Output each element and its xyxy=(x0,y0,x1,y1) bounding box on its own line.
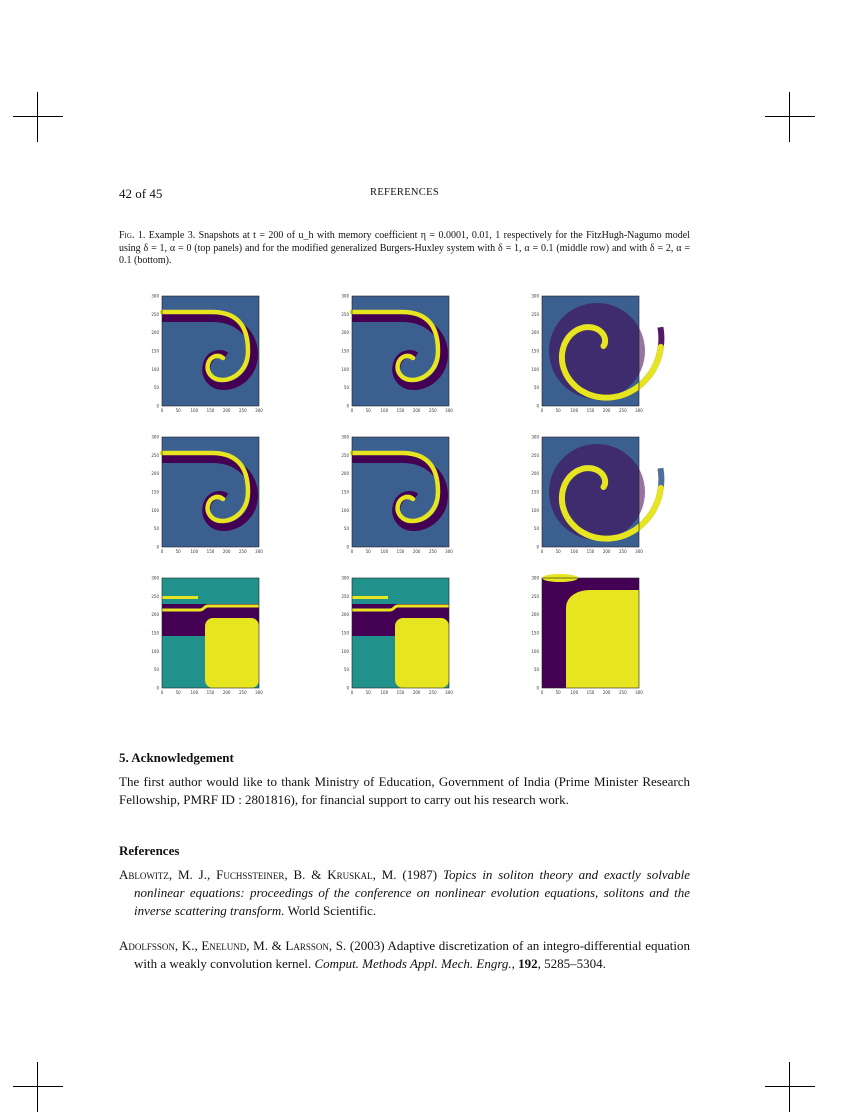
x-tick-label: 50 xyxy=(365,408,371,413)
x-tick-label: 200 xyxy=(412,690,421,695)
x-tick-label: 0 xyxy=(160,549,164,554)
x-tick-label: 0 xyxy=(540,549,544,554)
x-tick-label: 250 xyxy=(429,408,437,413)
x-tick-label: 200 xyxy=(412,549,421,554)
y-tick-label: 150 xyxy=(151,630,159,636)
reference-publisher: World Scientific. xyxy=(287,903,377,918)
y-tick-label: 50 xyxy=(533,667,539,673)
x-tick-label: 300 xyxy=(445,690,453,695)
y-tick-label: 50 xyxy=(153,667,159,673)
x-tick-label: 0 xyxy=(160,408,164,413)
y-tick-label: 150 xyxy=(531,489,539,495)
x-tick-label: 0 xyxy=(540,690,544,695)
panel-plot xyxy=(330,574,453,699)
y-tick-label: 100 xyxy=(531,366,539,372)
acknowledgement-section xyxy=(119,750,690,809)
x-tick-label: 250 xyxy=(619,690,627,695)
y-tick-label: 150 xyxy=(341,348,349,354)
y-tick-label: 100 xyxy=(341,648,349,654)
y-tick-label: 250 xyxy=(531,593,539,599)
x-tick-label: 50 xyxy=(555,549,561,554)
x-tick-label: 300 xyxy=(445,549,453,554)
y-tick-label: 50 xyxy=(343,526,349,532)
x-tick-label: 150 xyxy=(206,408,215,413)
x-tick-label: 100 xyxy=(380,690,389,695)
y-tick-label: 250 xyxy=(341,452,349,458)
y-tick-label: 200 xyxy=(151,612,159,618)
y-tick-label: 100 xyxy=(531,507,539,513)
y-tick-label: 200 xyxy=(151,471,159,477)
x-tick-label: 300 xyxy=(635,690,643,695)
y-tick-label: 250 xyxy=(531,311,539,317)
y-tick-label: 200 xyxy=(341,612,349,618)
x-tick-label: 200 xyxy=(222,549,231,554)
panel-burgers-eta-0.01 xyxy=(330,433,453,558)
panel-spiral-eta-0.0001 xyxy=(140,292,263,417)
panel-plot xyxy=(520,292,643,417)
acknowledgement-text: The first author would like to thank Ministry of Education, Government of India (Prime Minister Research Fellowship, PMRF ID : 2801816), for financial support to carry out his research work. xyxy=(119,774,690,807)
y-tick-label: 250 xyxy=(531,452,539,458)
x-tick-label: 300 xyxy=(635,549,643,554)
acknowledgement-heading: 5. Acknowledgement xyxy=(119,750,234,765)
bright-region xyxy=(205,618,259,688)
y-tick-label: 200 xyxy=(341,471,349,477)
front-line xyxy=(162,596,198,599)
figure-row-bottom xyxy=(140,574,670,699)
reference-authors: Adolfsson, K., Enelund, M. & Larsson, S. (2003) xyxy=(119,938,385,953)
y-tick-label: 50 xyxy=(533,526,539,532)
reference-title: Adaptive discretization of an integro-differential equation with a weakly convolution kernel. xyxy=(134,938,690,971)
x-tick-label: 0 xyxy=(350,408,354,413)
x-tick-label: 250 xyxy=(239,408,247,413)
y-tick-label: 300 xyxy=(531,575,539,581)
x-tick-label: 200 xyxy=(222,690,231,695)
x-tick-label: 200 xyxy=(602,690,611,695)
y-tick-label: 0 xyxy=(156,403,159,409)
references-heading: References xyxy=(119,843,180,858)
x-tick-label: 50 xyxy=(175,690,181,695)
y-tick-label: 300 xyxy=(151,575,159,581)
page-header xyxy=(119,186,690,204)
y-tick-label: 150 xyxy=(151,348,159,354)
x-tick-label: 50 xyxy=(175,549,181,554)
y-tick-label: 0 xyxy=(536,685,539,691)
panel-burgers-eta-0.0001 xyxy=(140,433,263,558)
y-tick-label: 250 xyxy=(151,452,159,458)
running-title: REFERENCES xyxy=(370,187,439,198)
y-tick-label: 200 xyxy=(531,612,539,618)
x-tick-label: 250 xyxy=(619,408,627,413)
x-tick-label: 50 xyxy=(175,408,181,413)
x-tick-label: 50 xyxy=(365,690,371,695)
panel-plot xyxy=(520,433,643,558)
x-tick-label: 100 xyxy=(380,408,389,413)
x-tick-label: 0 xyxy=(540,408,544,413)
x-tick-label: 300 xyxy=(255,690,263,695)
reference-title: Topics in soliton theory and exactly solvable nonlinear equations: proceedings of the conference on nonlinear evolution equations, solitons and the inverse scattering transform. xyxy=(134,867,691,918)
x-tick-label: 150 xyxy=(586,549,595,554)
y-tick-label: 0 xyxy=(346,544,349,550)
bright-region xyxy=(395,618,449,688)
y-tick-label: 150 xyxy=(151,489,159,495)
y-tick-label: 50 xyxy=(343,385,349,391)
x-tick-label: 50 xyxy=(555,408,561,413)
y-tick-label: 100 xyxy=(531,648,539,654)
y-tick-label: 200 xyxy=(531,471,539,477)
x-tick-label: 0 xyxy=(350,549,354,554)
reference-item xyxy=(119,866,690,920)
y-tick-label: 100 xyxy=(151,507,159,513)
y-tick-label: 300 xyxy=(151,293,159,299)
y-tick-label: 200 xyxy=(341,330,349,336)
y-tick-label: 300 xyxy=(341,293,349,299)
x-tick-label: 250 xyxy=(239,549,247,554)
y-tick-label: 100 xyxy=(151,366,159,372)
x-tick-label: 300 xyxy=(255,408,263,413)
reference-pages: 5285–5304. xyxy=(544,956,606,971)
page-number: 42 of 45 xyxy=(119,186,163,201)
x-tick-label: 50 xyxy=(555,690,561,695)
y-tick-label: 100 xyxy=(341,366,349,372)
panel-plot xyxy=(330,292,453,417)
reference-volume: 192 xyxy=(518,956,538,971)
y-tick-label: 300 xyxy=(531,293,539,299)
panel-burgers-d2-eta-0.01 xyxy=(330,574,453,699)
x-tick-label: 300 xyxy=(445,408,453,413)
x-tick-label: 300 xyxy=(635,408,643,413)
caption-label: Fig. 1. xyxy=(119,230,146,241)
x-tick-label: 150 xyxy=(586,690,595,695)
x-tick-label: 0 xyxy=(350,690,354,695)
x-tick-label: 250 xyxy=(429,690,437,695)
y-tick-label: 0 xyxy=(346,685,349,691)
y-tick-label: 0 xyxy=(156,685,159,691)
figure-caption xyxy=(119,230,690,268)
x-tick-label: 150 xyxy=(206,549,215,554)
references-section xyxy=(119,843,690,973)
x-tick-label: 100 xyxy=(190,690,199,695)
x-tick-label: 200 xyxy=(602,408,611,413)
x-tick-label: 250 xyxy=(239,690,247,695)
reference-item: Adolfsson, K., Enelund, M. & Larsson, S. (2003) Adaptive discretization of an integro-differential equation with a weakly convolution kernel. Comput. Methods Appl. Mech. Engrg., 192, 5285–5304. xyxy=(119,938,690,971)
x-tick-label: 200 xyxy=(222,408,231,413)
x-tick-label: 150 xyxy=(396,690,405,695)
y-tick-label: 50 xyxy=(343,667,349,673)
x-tick-label: 300 xyxy=(255,549,263,554)
x-tick-label: 250 xyxy=(429,549,437,554)
y-tick-label: 50 xyxy=(153,526,159,532)
x-tick-label: 150 xyxy=(396,549,405,554)
x-tick-label: 100 xyxy=(570,690,579,695)
figure-row-top xyxy=(140,292,670,417)
x-tick-label: 100 xyxy=(570,408,579,413)
x-tick-label: 100 xyxy=(380,549,389,554)
panel-spiral-eta-0.01 xyxy=(330,292,453,417)
y-tick-label: 300 xyxy=(341,434,349,440)
y-tick-label: 100 xyxy=(341,507,349,513)
y-tick-label: 200 xyxy=(531,330,539,336)
x-tick-label: 150 xyxy=(586,408,595,413)
y-tick-label: 50 xyxy=(533,385,539,391)
y-tick-label: 0 xyxy=(346,403,349,409)
front-line xyxy=(352,596,388,599)
panel-spiral-eta-1 xyxy=(520,292,643,417)
y-tick-label: 200 xyxy=(151,330,159,336)
x-tick-label: 200 xyxy=(602,549,611,554)
panel-burgers-d2-eta-1 xyxy=(520,574,643,699)
reference-journal: Comput. Methods Appl. Mech. Engrg. xyxy=(314,956,512,971)
x-tick-label: 0 xyxy=(160,690,164,695)
y-tick-label: 250 xyxy=(341,311,349,317)
y-tick-label: 150 xyxy=(341,489,349,495)
x-tick-label: 200 xyxy=(412,408,421,413)
y-tick-label: 250 xyxy=(341,593,349,599)
x-tick-label: 150 xyxy=(396,408,405,413)
y-tick-label: 300 xyxy=(151,434,159,440)
y-tick-label: 250 xyxy=(151,593,159,599)
y-tick-label: 250 xyxy=(151,311,159,317)
panel-plot xyxy=(140,574,263,699)
figure-row-middle xyxy=(140,433,670,558)
y-tick-label: 0 xyxy=(536,544,539,550)
y-tick-label: 0 xyxy=(156,544,159,550)
x-tick-label: 100 xyxy=(190,408,199,413)
x-tick-label: 100 xyxy=(570,549,579,554)
panel-plot xyxy=(140,292,263,417)
x-tick-label: 100 xyxy=(190,549,199,554)
y-tick-label: 150 xyxy=(341,630,349,636)
x-tick-label: 250 xyxy=(619,549,627,554)
y-tick-label: 300 xyxy=(531,434,539,440)
y-tick-label: 150 xyxy=(531,630,539,636)
y-tick-label: 50 xyxy=(153,385,159,391)
panel-burgers-eta-1 xyxy=(520,433,643,558)
panel-plot xyxy=(520,574,643,699)
panel-plot xyxy=(140,433,263,558)
reference-authors: Ablowitz, M. J., Fuchssteiner, B. & Kruskal, M. (1987) xyxy=(119,867,438,882)
x-tick-label: 150 xyxy=(206,690,215,695)
caption-text: Example 3. Snapshots at t = 200 of u_h with memory coefficient η = 0.0001, 0.01, 1 respectively for the FitzHugh-Nagumo model using δ = 1, α = 0 (top panels) and for the modified generalized Burgers-Huxley system with δ = 1, α = 0.1 (middle row) and with δ = 2, α = 0.1 (bottom). xyxy=(119,230,691,266)
y-tick-label: 300 xyxy=(341,575,349,581)
y-tick-label: 100 xyxy=(151,648,159,654)
y-tick-label: 150 xyxy=(531,348,539,354)
panel-burgers-d2-eta-0.0001 xyxy=(140,574,263,699)
panel-plot xyxy=(330,433,453,558)
x-tick-label: 50 xyxy=(365,549,371,554)
y-tick-label: 0 xyxy=(536,403,539,409)
bright-region xyxy=(566,590,639,688)
